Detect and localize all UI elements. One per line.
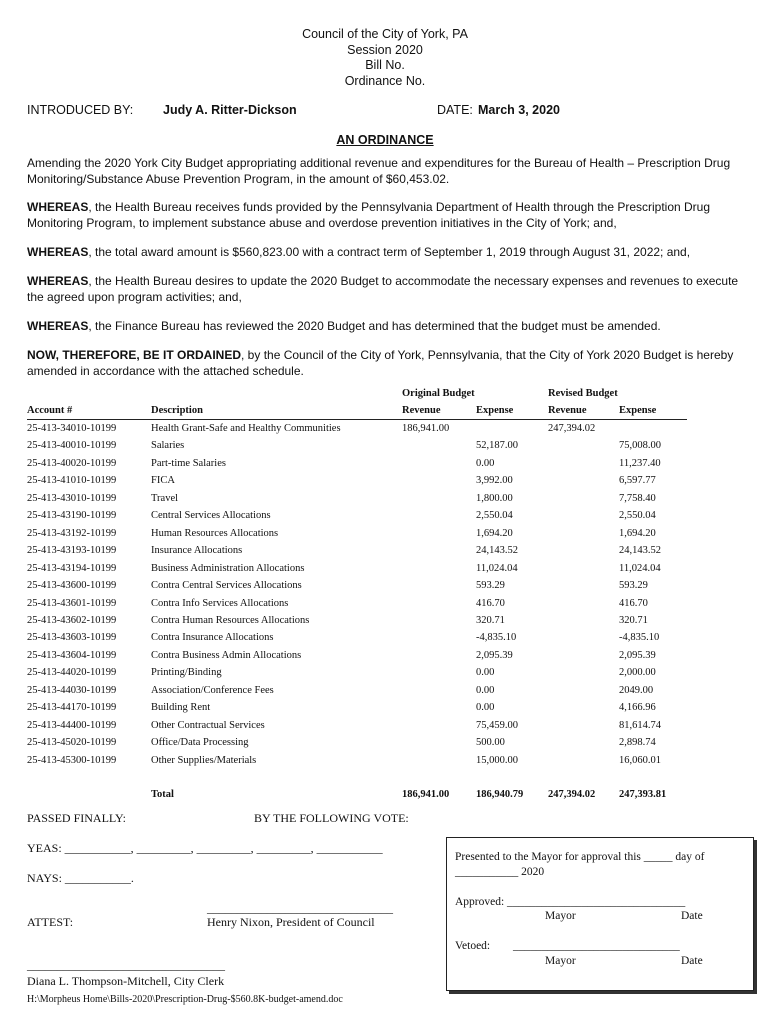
- revised-expense: -4,835.10: [619, 632, 660, 644]
- original-expense: 24,143.52: [476, 545, 518, 557]
- revised-expense: 6,597.77: [619, 475, 656, 487]
- revised-expense: 75,008.00: [619, 440, 661, 452]
- revised-expense: 593.29: [619, 580, 648, 592]
- original-revenue: 186,941.00: [402, 423, 450, 434]
- revised-expense: 2049.00: [619, 684, 654, 696]
- bill-number: Bill No.: [365, 58, 405, 72]
- account-number: 25-413-43601-10199: [27, 597, 117, 609]
- vetoed-mayor-label: Mayor: [545, 955, 576, 967]
- description: Salaries: [151, 440, 185, 452]
- vetoed-line: _____________________________: [513, 940, 680, 952]
- mayor-approval-box: [446, 837, 754, 991]
- presented-text: Presented to the Mayor for approval this _____ day of: [455, 851, 705, 863]
- account-number: 25-413-44020-10199: [27, 667, 117, 679]
- president-name: Henry Nixon, President of Council: [207, 915, 375, 929]
- description: Health Grant-Safe and Healthy Communities: [151, 423, 341, 434]
- account-number: 25-413-43603-10199: [27, 632, 117, 644]
- table-row: [0, 702, 770, 719]
- whereas-text: , the Finance Bureau has reviewed the 2020 Budget and has determined that the budget must be amended.: [88, 319, 661, 333]
- revised-expense: 24,143.52: [619, 545, 661, 557]
- col-account: Account #: [27, 405, 73, 416]
- original-budget-heading: Original Budget: [402, 388, 475, 399]
- description: Contra Insurance Allocations: [151, 632, 274, 644]
- description: Other Supplies/Materials: [151, 754, 257, 766]
- revised-expense: 2,550.04: [619, 510, 656, 522]
- original-expense: 320.71: [476, 614, 505, 626]
- revised-expense: 81,614.74: [619, 719, 661, 731]
- description: Insurance Allocations: [151, 545, 243, 557]
- account-number: 25-413-44400-10199: [27, 719, 117, 731]
- approved-date-label: Date: [681, 910, 703, 922]
- original-expense: 11,024.04: [476, 562, 518, 574]
- col-description: Description: [151, 405, 203, 416]
- total-revised-expense: 247,393.81: [619, 789, 667, 800]
- session: Session 2020: [347, 42, 423, 57]
- totals-row: [0, 789, 770, 806]
- original-expense: 52,187.00: [476, 440, 518, 452]
- table-row: [0, 650, 770, 667]
- original-expense: 0.00: [476, 702, 495, 714]
- description: Building Rent: [151, 702, 211, 714]
- description: Office/Data Processing: [151, 737, 249, 749]
- description: Central Services Allocations: [151, 510, 271, 522]
- table-row: [0, 755, 770, 772]
- whereas-lead: WHEREAS: [27, 274, 89, 288]
- whereas-lead: WHEREAS: [27, 200, 89, 214]
- table-row: [0, 598, 770, 615]
- table-row: [0, 493, 770, 510]
- president-signature-line: _______________________________: [207, 901, 393, 915]
- yeas-line: YEAS: ___________, _________, _________, _________, ___________: [27, 841, 383, 855]
- whereas-text: , the total award amount is $560,823.00 with a contract term of September 1, 2019 through August 31, 2022; and,: [88, 245, 691, 259]
- table-row: [0, 563, 770, 580]
- table-header-rule: [27, 419, 687, 420]
- original-expense: 0.00: [476, 457, 495, 469]
- table-row: [0, 737, 770, 754]
- total-revised-revenue: 247,394.02: [548, 789, 596, 800]
- table-row: [0, 510, 770, 527]
- description: Contra Human Resources Allocations: [151, 614, 310, 626]
- council-name: Council of the City of York, PA: [302, 27, 468, 41]
- revised-budget-heading: Revised Budget: [548, 388, 618, 399]
- account-number: 25-413-43190-10199: [27, 510, 117, 522]
- date-label: DATE:: [437, 103, 473, 117]
- original-expense: 75,459.00: [476, 719, 518, 731]
- total-original-expense: 186,940.79: [476, 789, 524, 800]
- introduced-name: Judy A. Ritter-Dickson: [163, 103, 297, 117]
- approved-mayor-label: Mayor: [545, 910, 576, 922]
- paragraph-whereas-3: [27, 273, 747, 305]
- account-number: 25-413-45300-10199: [27, 754, 117, 766]
- by-vote-label: BY THE FOLLOWING VOTE:: [254, 811, 409, 825]
- revised-expense: 2,095.39: [619, 649, 656, 661]
- paragraph-amending: Amending the 2020 York City Budget appropriating additional revenue and expenditures for the Bureau of Health – Prescription Drug Monitoring/Substance Abuse Prevention Program, in the amount of $60,453.02.: [27, 156, 731, 186]
- account-number: 25-413-43193-10199: [27, 545, 117, 557]
- revised-expense: 2,898.74: [619, 737, 656, 749]
- attest-label: ATTEST:: [27, 915, 74, 929]
- nays-line: NAYS: ___________.: [27, 871, 134, 885]
- ordinance-number: Ordinance No.: [344, 73, 426, 88]
- description: Part-time Salaries: [151, 457, 226, 469]
- account-number: 25-413-43600-10199: [27, 580, 117, 592]
- paragraph-whereas-4: [27, 318, 747, 334]
- original-expense: 416.70: [476, 597, 505, 609]
- original-expense: 2,550.04: [476, 510, 513, 522]
- table-row: [0, 475, 770, 492]
- account-number: 25-413-43010-10199: [27, 492, 117, 504]
- revised-expense: 4,166.96: [619, 702, 656, 714]
- description: Other Contractual Services: [151, 719, 265, 731]
- revised-expense: 11,024.04: [619, 562, 661, 574]
- original-expense: 15,000.00: [476, 754, 518, 766]
- description: Contra Central Services Allocations: [151, 580, 302, 592]
- account-number: 25-413-43194-10199: [27, 562, 117, 574]
- table-row: [0, 685, 770, 702]
- introduced-label: INTRODUCED BY:: [27, 103, 134, 117]
- ordained-lead: NOW, THEREFORE, BE IT ORDAINED: [27, 348, 242, 362]
- account-number: 25-413-40010-10199: [27, 440, 117, 452]
- revised-expense: 1,694.20: [619, 527, 656, 539]
- clerk-name: Diana L. Thompson-Mitchell, City Clerk: [27, 974, 225, 988]
- revised-revenue: 247,394.02: [548, 423, 596, 434]
- date-value: March 3, 2020: [478, 103, 560, 117]
- revised-expense: 320.71: [619, 614, 648, 626]
- clerk-signature-line: _________________________________: [27, 958, 225, 972]
- paragraph-whereas-2: [27, 244, 747, 260]
- approved-line: Approved: _______________________________: [455, 896, 686, 908]
- table-row: [0, 528, 770, 545]
- table-row: [0, 667, 770, 684]
- table-row: [0, 632, 770, 649]
- col-revised-revenue: Revenue: [548, 405, 587, 416]
- paragraph-ordained: [27, 347, 747, 379]
- table-row: [0, 580, 770, 597]
- total-label: Total: [151, 789, 174, 800]
- col-original-expense: Expense: [476, 405, 514, 416]
- account-number: 25-413-43602-10199: [27, 614, 117, 626]
- description: Contra Business Admin Allocations: [151, 649, 302, 661]
- table-row: [0, 720, 770, 737]
- description: Travel: [151, 492, 179, 504]
- presented-year: ___________ 2020: [455, 866, 545, 878]
- table-row: [0, 458, 770, 475]
- col-revised-expense: Expense: [619, 405, 657, 416]
- revised-expense: 7,758.40: [619, 492, 656, 504]
- account-number: 25-413-41010-10199: [27, 475, 117, 487]
- vetoed-date-label: Date: [681, 955, 703, 967]
- whereas-text: , the Health Bureau desires to update the 2020 Budget to accommodate the necessary expenses and revenues to execute the agreed upon program activities; and,: [27, 274, 739, 304]
- table-row: [0, 545, 770, 562]
- original-expense: 2,095.39: [476, 649, 513, 661]
- original-expense: 0.00: [476, 667, 495, 679]
- original-expense: 500.00: [476, 737, 505, 749]
- ordained-text: , by the Council of the City of York, Pennsylvania, that the City of York 2020 Budget is hereby amended in accordance with the attached schedule.: [27, 348, 734, 378]
- revised-expense: 16,060.01: [619, 754, 661, 766]
- table-row: [0, 615, 770, 632]
- table-row: [0, 423, 770, 440]
- total-original-revenue: 186,941.00: [402, 789, 450, 800]
- original-expense: 3,992.00: [476, 475, 513, 487]
- document-header: [0, 27, 770, 89]
- account-number: 25-413-43604-10199: [27, 649, 117, 661]
- description: FICA: [151, 475, 175, 487]
- vetoed-label: Vetoed:: [455, 940, 491, 952]
- revised-expense: 11,237.40: [619, 457, 661, 469]
- original-expense: 0.00: [476, 684, 495, 696]
- description: Business Administration Allocations: [151, 562, 305, 574]
- ordinance-title: AN ORDINANCE: [336, 133, 434, 147]
- whereas-lead: WHEREAS: [27, 319, 89, 333]
- account-number: 25-413-45020-10199: [27, 737, 117, 749]
- original-expense: 1,800.00: [476, 492, 513, 504]
- revised-expense: 416.70: [619, 597, 648, 609]
- whereas-lead: WHEREAS: [27, 245, 89, 259]
- passed-finally-label: PASSED FINALLY:: [27, 811, 126, 825]
- original-expense: 593.29: [476, 580, 505, 592]
- description: Association/Conference Fees: [151, 684, 274, 696]
- file-path: H:\Morpheus Home\Bills-2020\Prescription-Drug-$560.8K-budget-amend.doc: [27, 994, 343, 1005]
- whereas-text: , the Health Bureau receives funds provided by the Pennsylvania Department of Health through the Prescription Drug Monitoring Program, to implement substance abuse and overdose prevention initiatives in the City of York; and,: [27, 200, 711, 230]
- paragraph-whereas-1: [27, 199, 747, 231]
- description: Contra Info Services Allocations: [151, 597, 289, 609]
- account-number: 25-413-40020-10199: [27, 457, 117, 469]
- col-original-revenue: Revenue: [402, 405, 441, 416]
- original-expense: 1,694.20: [476, 527, 513, 539]
- table-row: [0, 440, 770, 457]
- description: Printing/Binding: [151, 667, 222, 679]
- account-number: 25-413-44170-10199: [27, 702, 117, 714]
- account-number: 25-413-34010-10199: [27, 423, 117, 434]
- description: Human Resources Allocations: [151, 527, 279, 539]
- account-number: 25-413-43192-10199: [27, 527, 117, 539]
- revised-expense: 2,000.00: [619, 667, 656, 679]
- original-expense: -4,835.10: [476, 632, 517, 644]
- account-number: 25-413-44030-10199: [27, 684, 117, 696]
